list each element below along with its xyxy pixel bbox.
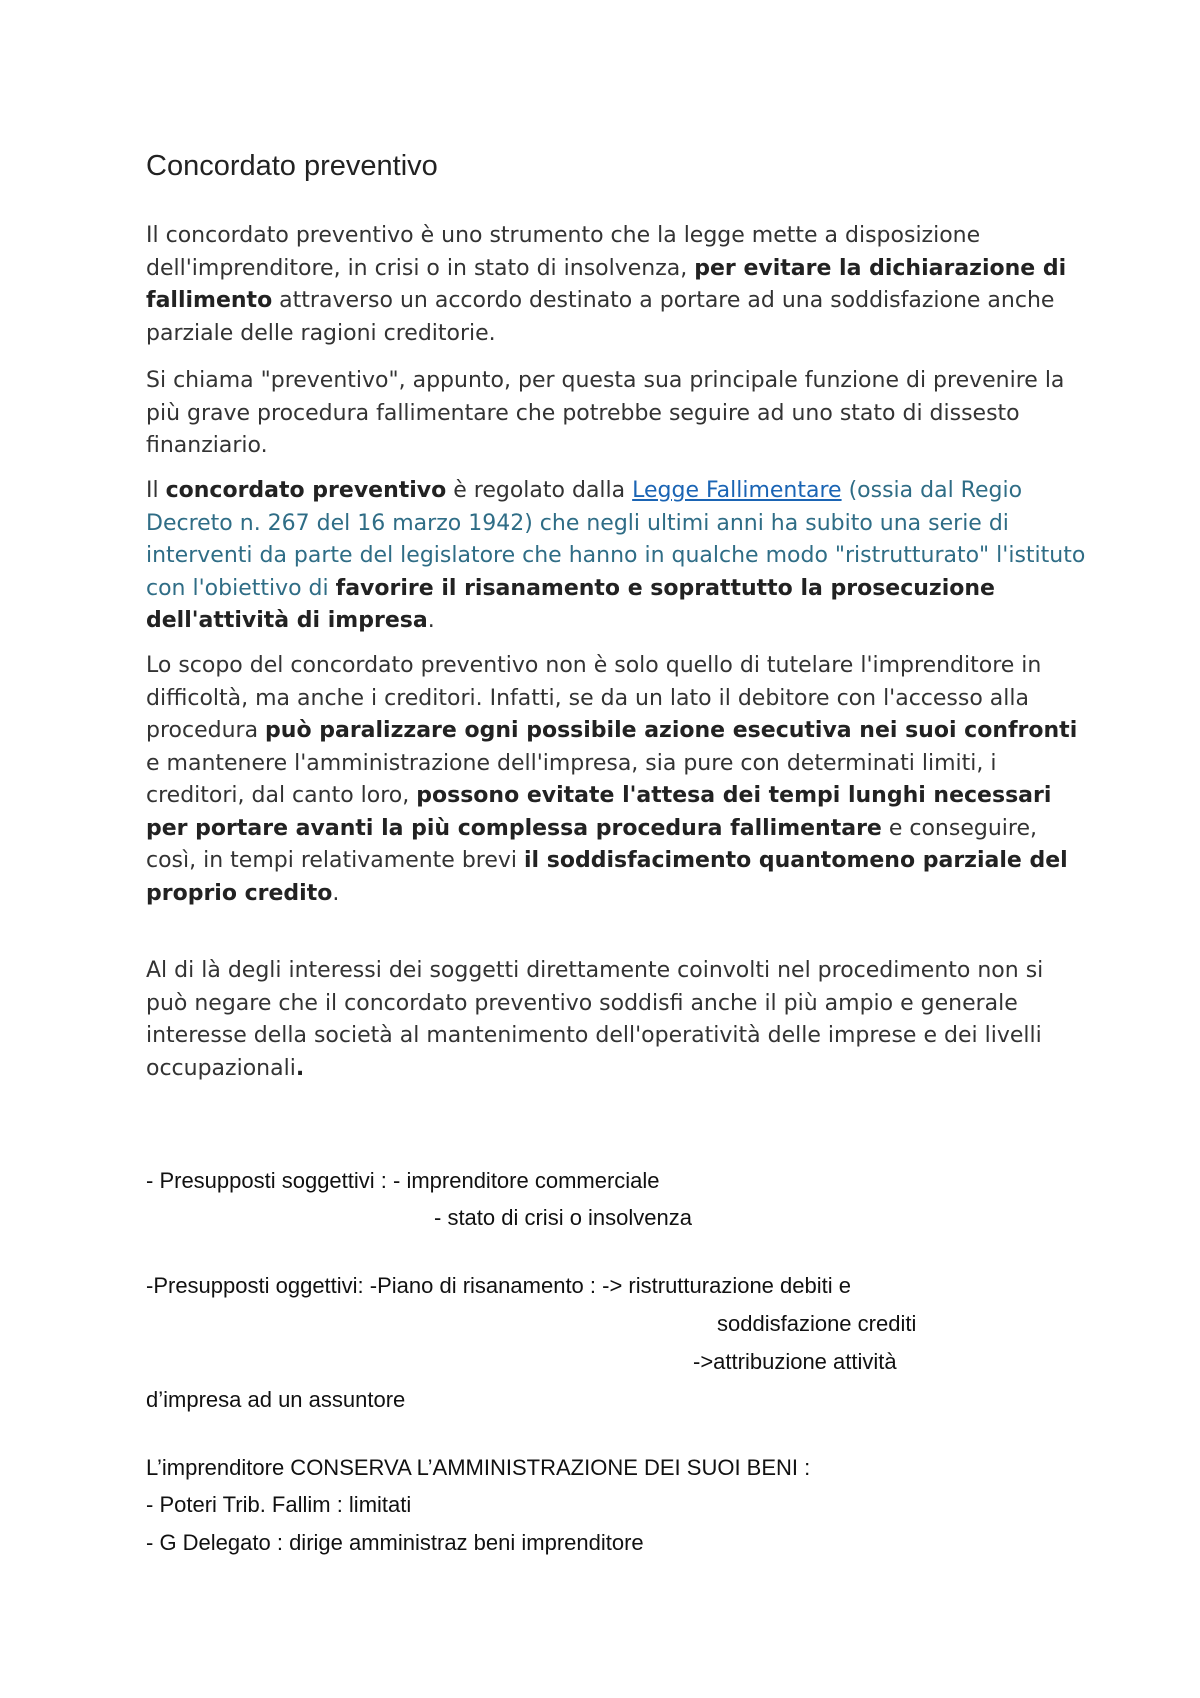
text-run: attraverso un accordo destinato a portare ad una soddisfazione anche parziale delle ragioni creditorie. xyxy=(146,288,1055,346)
bold-text: possono evitate l'attesa dei tempi lunghi necessari per portare avanti la più complessa procedura fallimentare xyxy=(146,783,1052,841)
text-run: e conseguire, così, in tempi relativamente brevi xyxy=(146,815,1037,873)
paragraph-purpose xyxy=(146,650,1086,910)
text-run: Lo scopo del concordato preventivo non è solo quello di tutelare l'imprenditore in difficoltà, ma anche i creditori. Infatti, se da un lato il debitore con l'accesso alla procedura xyxy=(146,653,1042,743)
bold-text: favorire il risanamento e soprattutto la prosecuzione dell'attività di impresa xyxy=(146,575,995,633)
bold-text: può paralizzare ogni possibile azione esecutiva nei suoi confronti xyxy=(265,718,1078,743)
text-run: Si chiama "preventivo", appunto, per questa sua principale funzione di prevenire la più grave procedura fallimentare che potrebbe seguire ad uno stato di dissesto finanziario. xyxy=(146,368,1065,458)
bold-text: per evitare la dichiarazione di fallimento xyxy=(146,255,1067,313)
note-conserva-amministrazione: L’imprenditore CONSERVA L’AMMINISTRAZIONE DEI SUOI BENI : xyxy=(146,1455,811,1480)
document-title: Concordato preventivo xyxy=(146,150,438,182)
note-presupposti-soggettivi-cont: - stato di crisi o insolvenza xyxy=(434,1205,692,1230)
note-giudice-delegato: - G Delegato : dirige amministraz beni imprenditore xyxy=(146,1530,644,1555)
text-run: è regolato dalla xyxy=(446,478,633,503)
text-run: Il xyxy=(146,478,166,503)
paragraph-name-origin xyxy=(146,365,1086,463)
legge-fallimentare-link[interactable]: Legge Fallimentare xyxy=(632,478,842,503)
paragraph-general-interest xyxy=(146,955,1086,1085)
text-run: . xyxy=(332,880,340,906)
text-run: e mantenere l'amministrazione dell'impresa, sia pure con determinati limiti, i creditori, dal canto loro, xyxy=(146,750,997,808)
paragraph-regulation xyxy=(146,475,1086,638)
text-run: Al di là degli interessi dei soggetti direttamente coinvolti nel procedimento non si può negare che il concordato preventivo soddisfi anche il più ampio e generale interesse della società al mantenimento dell'operatività delle imprese e dei livelli occupazionali xyxy=(146,958,1044,1081)
paragraph-definition xyxy=(146,220,1086,350)
note-presupposti-oggettivi-cont: soddisfazione crediti xyxy=(717,1311,917,1336)
note-poteri-tribunale: - Poteri Trib. Fallim : limitati xyxy=(146,1492,412,1517)
note-presupposti-oggettivi: -Presupposti oggettivi: -Piano di risanamento : -> ristrutturazione debiti e xyxy=(146,1273,851,1298)
text-run: (ossia dal Regio Decreto n. 267 del 16 marzo 1942) che negli ultimi anni ha subito una serie di interventi da parte del legislatore che hanno in qualche modo "ristrutturato" l'istituto con l'obiettivo di xyxy=(146,478,1086,601)
note-presupposti-oggettivi-cont: d’impresa ad un assuntore xyxy=(146,1387,406,1412)
bold-text: il soddisfacimento quantomeno parziale del proprio credito xyxy=(146,848,1068,906)
bold-text: . xyxy=(295,1055,305,1081)
note-presupposti-soggettivi: - Presupposti soggettivi : - imprenditore commerciale xyxy=(146,1168,660,1193)
text-run: . xyxy=(427,608,435,633)
text-run: Il concordato preventivo è uno strumento che la legge mette a disposizione dell'imprenditore, in crisi o in stato di insolvenza, xyxy=(146,223,981,281)
note-presupposti-oggettivi-cont: ->attribuzione attività xyxy=(693,1349,897,1374)
bold-text: concordato preventivo xyxy=(165,478,447,503)
